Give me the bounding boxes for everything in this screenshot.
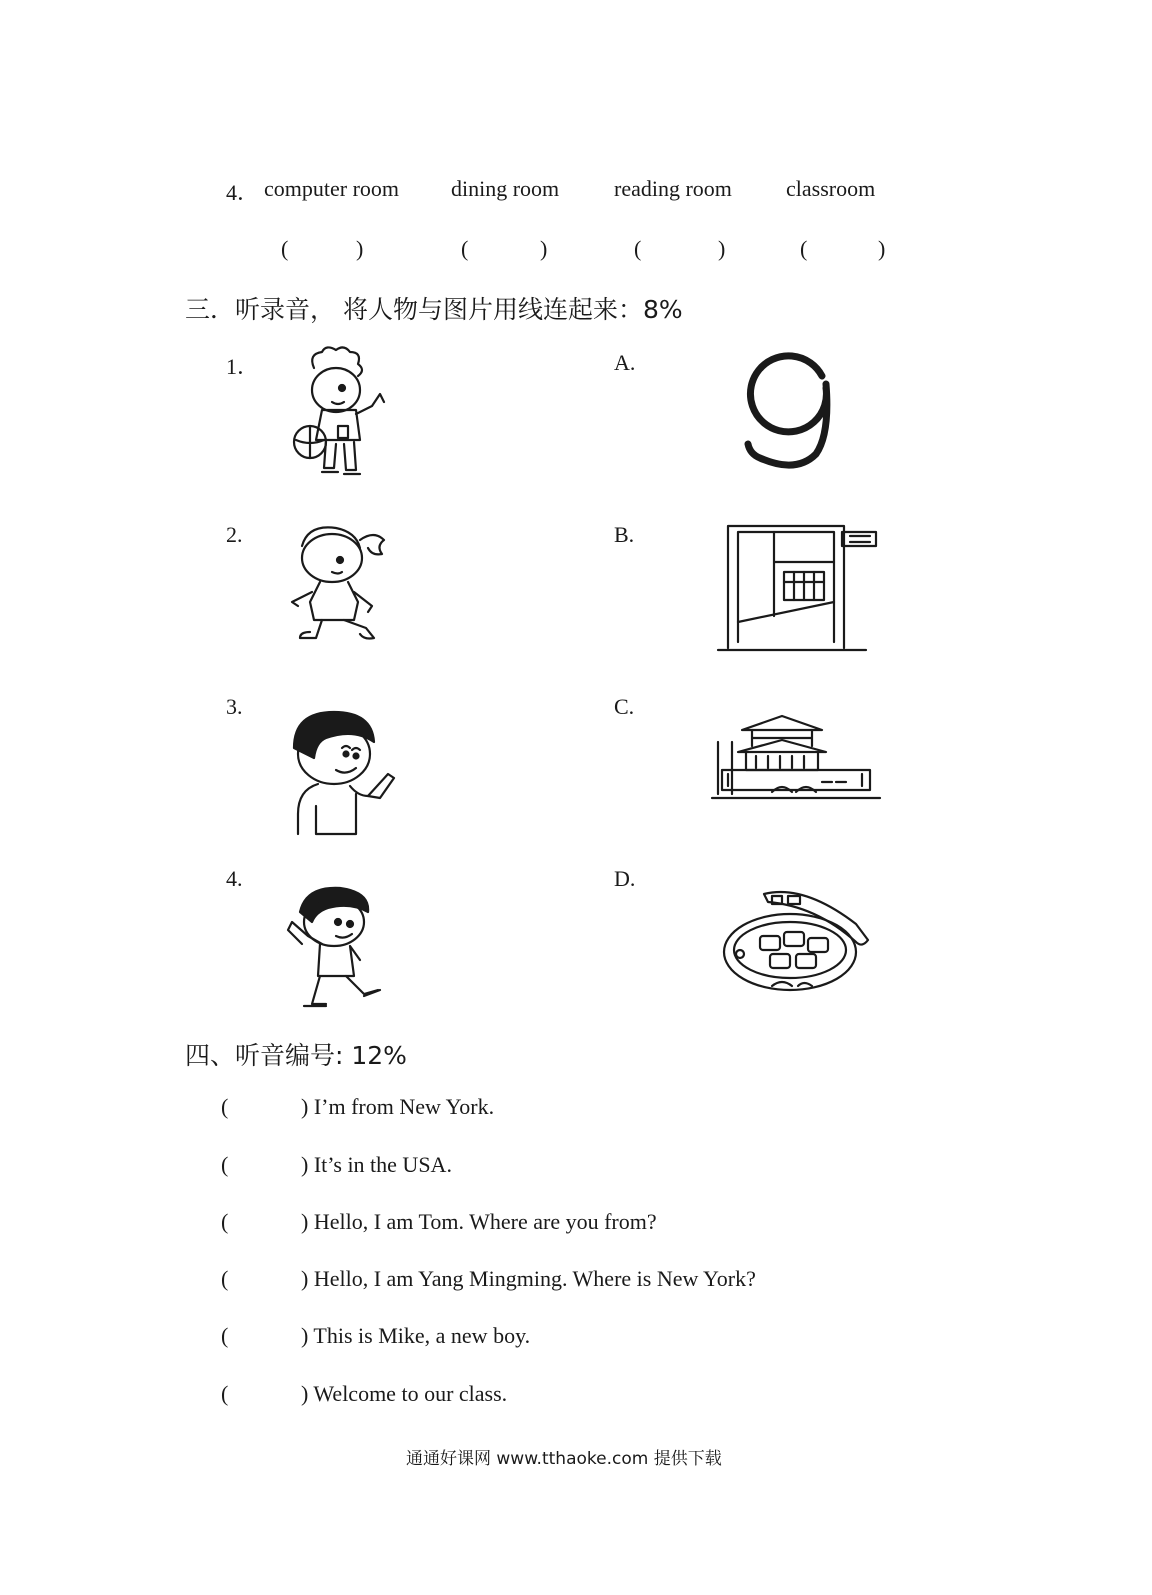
section-3-title: 三．听录音， 将人物与图片用线连起来：8% xyxy=(185,295,683,324)
answer-paren-open-3: ( xyxy=(634,236,642,261)
sentence-4: ) Hello, I am Yang Mingming. Where is New York? xyxy=(301,1266,756,1291)
sentence-1: ) I’m from New York. xyxy=(301,1094,495,1119)
tiananmen-gate-image xyxy=(712,712,880,802)
footer-credit: 通通好课网 www.tthaoke.com 提供下载 xyxy=(406,1449,722,1469)
right-label-d: D. xyxy=(614,866,636,891)
left-label-3: 3. xyxy=(226,694,243,719)
word-classroom: classroom xyxy=(786,176,876,201)
numbering-paren-1: ( xyxy=(221,1094,229,1119)
answer-paren-open-4: ( xyxy=(800,236,808,261)
sentence-6: ) Welcome to our class. xyxy=(301,1381,508,1406)
left-label-4: 4. xyxy=(226,866,243,891)
sentence-2: ) It’s in the USA. xyxy=(301,1152,452,1177)
word-computer-room: computer room xyxy=(264,176,400,201)
boy-waving-image xyxy=(276,882,390,1010)
sentence-3: ) Hello, I am Tom. Where are you from? xyxy=(301,1209,657,1234)
left-label-1: 1． xyxy=(226,354,260,379)
answer-paren-close-3: ) xyxy=(718,236,726,261)
answer-paren-open-1: ( xyxy=(281,236,289,261)
numbering-paren-3: ( xyxy=(221,1209,229,1234)
sentence-5: ) This is Mike, a new boy. xyxy=(301,1323,531,1348)
room-doorway-image xyxy=(714,522,882,654)
left-label-2: 2. xyxy=(226,522,243,547)
snack-tin-image xyxy=(720,888,874,998)
numbering-paren-4: ( xyxy=(221,1266,229,1291)
right-label-c: C. xyxy=(614,694,635,719)
section-4-title: 四、听音编号: 12% xyxy=(185,1041,407,1070)
girl-with-basketball-image xyxy=(286,348,396,480)
answer-paren-open-2: ( xyxy=(461,236,469,261)
numbering-paren-6: ( xyxy=(221,1381,229,1406)
right-label-a: A. xyxy=(614,350,636,375)
number-nine-image xyxy=(740,344,836,472)
girl-walking-image xyxy=(282,520,394,644)
numbering-paren-5: ( xyxy=(221,1323,229,1348)
numbering-paren-2: ( xyxy=(221,1152,229,1177)
word-reading-room: reading room xyxy=(614,176,732,201)
answer-paren-close-4: ) xyxy=(878,236,886,261)
right-label-b: B. xyxy=(614,522,635,547)
question-number: 4． xyxy=(226,180,260,205)
boy-pointing-image xyxy=(290,710,400,834)
answer-paren-close-2: ) xyxy=(540,236,548,261)
word-dining-room: dining room xyxy=(451,176,560,201)
answer-paren-close-1: ) xyxy=(356,236,364,261)
